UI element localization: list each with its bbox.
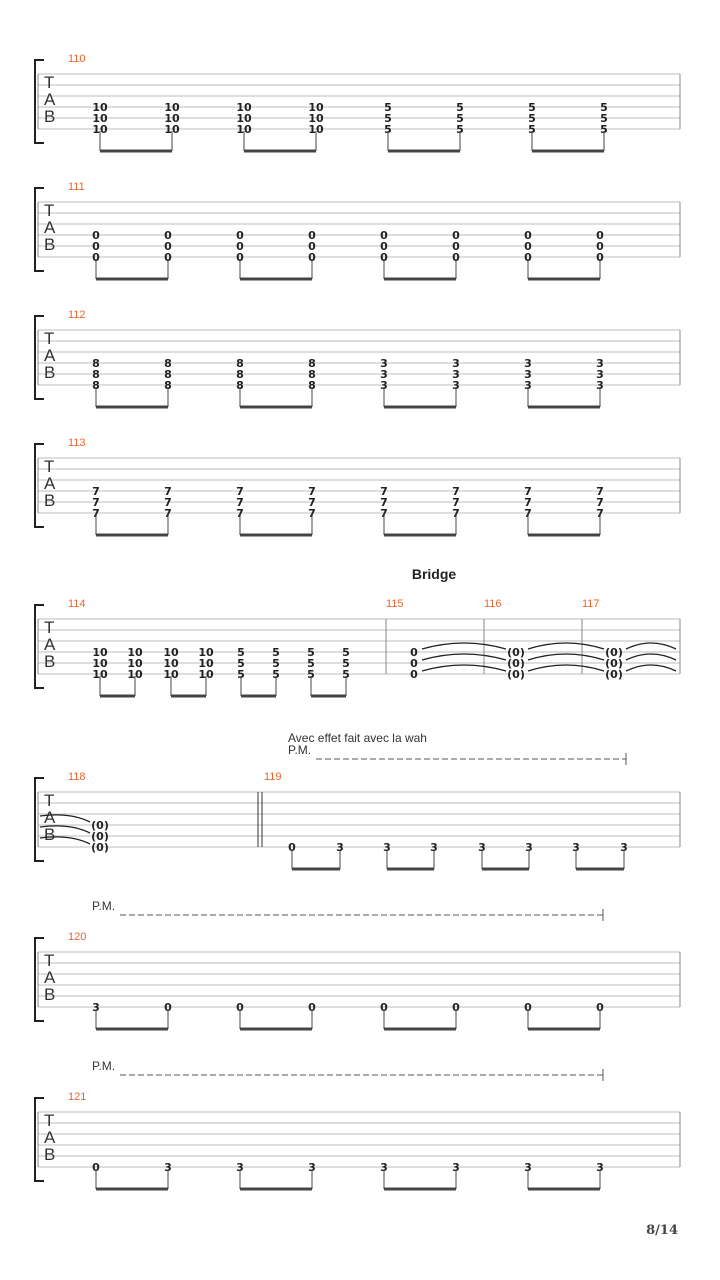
- fret-number: 3: [596, 1161, 604, 1174]
- fret-number: 10: [236, 101, 252, 114]
- fret-number: 10: [92, 123, 108, 136]
- fret-number: 3: [92, 1001, 100, 1014]
- measure-number: 114: [68, 598, 86, 610]
- tab-letter-b: B: [44, 652, 56, 671]
- tie-arc: [626, 654, 676, 660]
- fret-number: 0: [596, 229, 604, 242]
- page-number: 8/14: [646, 1223, 678, 1238]
- fret-number: 3: [308, 1161, 316, 1174]
- fret-number: 8: [236, 368, 244, 381]
- fret-number: 5: [528, 101, 536, 114]
- fret-number: 7: [596, 485, 604, 498]
- fret-number: 7: [164, 485, 172, 498]
- fret-number: 7: [452, 496, 460, 509]
- fret-number: 5: [272, 657, 280, 670]
- fret-number: 10: [236, 112, 252, 125]
- tie-arc: [528, 665, 604, 671]
- tab-letter-b: B: [44, 985, 56, 1004]
- fret-number: 5: [342, 646, 350, 659]
- fret-number: 8: [308, 379, 316, 392]
- fret-number: 5: [456, 112, 464, 125]
- fret-number: 5: [237, 646, 245, 659]
- fret-number: 0: [308, 1001, 316, 1014]
- fret-number: 0: [452, 229, 460, 242]
- fret-number: 7: [596, 507, 604, 520]
- fret-number: 0: [524, 229, 532, 242]
- fret-number: 8: [236, 379, 244, 392]
- fret-number: (0): [507, 657, 525, 670]
- fret-number: 0: [452, 1001, 460, 1014]
- measure-number: 116: [484, 598, 502, 610]
- fret-number: 10: [198, 646, 214, 659]
- fret-number: 0: [164, 1001, 172, 1014]
- fret-number: 3: [524, 368, 532, 381]
- fret-number: 3: [380, 357, 388, 370]
- tab-letter-b: B: [44, 363, 56, 382]
- measure-number: 119: [264, 771, 282, 783]
- fret-number: 0: [596, 240, 604, 253]
- fret-number: 0: [236, 251, 244, 264]
- system-bracket: [35, 605, 44, 688]
- tab-letter-t: T: [44, 791, 55, 810]
- fret-number: 0: [308, 251, 316, 264]
- section-label-bridge: Bridge: [411, 566, 457, 582]
- fret-number: 3: [596, 357, 604, 370]
- fret-number: 5: [237, 668, 245, 681]
- fret-number: (0): [507, 668, 525, 681]
- fret-number: 3: [236, 1161, 244, 1174]
- measure-number: 110: [68, 53, 86, 65]
- fret-number: 7: [236, 507, 244, 520]
- fret-number: 8: [236, 357, 244, 370]
- fret-number: 0: [236, 240, 244, 253]
- fret-number: 0: [596, 251, 604, 264]
- system-bracket: [35, 60, 44, 143]
- tie-arc: [626, 643, 676, 649]
- fret-number: 10: [308, 123, 324, 136]
- fret-number: 0: [380, 240, 388, 253]
- tie-arc: [528, 654, 604, 660]
- fret-number: 3: [572, 841, 580, 854]
- fret-number: 5: [342, 668, 350, 681]
- tab-letter-b: B: [44, 235, 56, 254]
- fret-number: 0: [380, 229, 388, 242]
- tie-arc: [422, 654, 506, 660]
- tab-letter-t: T: [44, 618, 55, 637]
- wah-effect-annotation: Avec effet fait avec la wah: [288, 731, 427, 745]
- fret-number: 10: [198, 657, 214, 670]
- fret-number: 3: [430, 841, 438, 854]
- fret-number: 7: [380, 485, 388, 498]
- palm-mute-label: P.M.: [92, 1059, 116, 1073]
- fret-number: 10: [308, 101, 324, 114]
- fret-number: 8: [92, 357, 100, 370]
- fret-number: 0: [452, 240, 460, 253]
- fret-number: 0: [524, 251, 532, 264]
- fret-number: 0: [92, 251, 100, 264]
- fret-number: 5: [307, 657, 315, 670]
- fret-number: 3: [524, 357, 532, 370]
- tab-letter-b: B: [44, 107, 56, 126]
- fret-number: 5: [528, 112, 536, 125]
- fret-number: 5: [456, 101, 464, 114]
- fret-number: 3: [524, 1161, 532, 1174]
- fret-number: 7: [308, 496, 316, 509]
- fret-number: 5: [342, 657, 350, 670]
- fret-number: 3: [452, 368, 460, 381]
- fret-number: 0: [92, 229, 100, 242]
- fret-number: 10: [163, 646, 179, 659]
- fret-number: 8: [92, 368, 100, 381]
- fret-number: 3: [452, 1161, 460, 1174]
- system-bracket: [35, 444, 44, 527]
- tab-letter-b: B: [44, 491, 56, 510]
- tab-letter-a: A: [44, 218, 56, 237]
- fret-number: 5: [307, 646, 315, 659]
- fret-number: 5: [600, 112, 608, 125]
- measure-number: 113: [68, 437, 86, 449]
- fret-number: 10: [163, 668, 179, 681]
- tab-letter-t: T: [44, 951, 55, 970]
- system-bracket: [35, 938, 44, 1021]
- fret-number: 0: [164, 229, 172, 242]
- fret-number: 7: [236, 485, 244, 498]
- tab-letter-a: A: [44, 474, 56, 493]
- fret-number: (0): [605, 668, 623, 681]
- fret-number: 7: [164, 496, 172, 509]
- fret-number: 0: [524, 1001, 532, 1014]
- fret-number: 5: [237, 657, 245, 670]
- fret-number: 3: [383, 841, 391, 854]
- fret-number: 8: [164, 368, 172, 381]
- fret-number: 3: [524, 379, 532, 392]
- tab-letter-t: T: [44, 457, 55, 476]
- fret-number: 3: [620, 841, 628, 854]
- fret-number: 7: [308, 485, 316, 498]
- fret-number: (0): [91, 819, 109, 832]
- fret-number: 5: [384, 112, 392, 125]
- fret-number: 0: [308, 229, 316, 242]
- tab-letter-a: A: [44, 968, 56, 987]
- fret-number: 7: [524, 485, 532, 498]
- fret-number: 3: [380, 379, 388, 392]
- fret-number: 5: [307, 668, 315, 681]
- system-bracket: [35, 778, 44, 861]
- fret-number: 10: [127, 668, 143, 681]
- measure-number: 112: [68, 309, 86, 321]
- fret-number: 0: [288, 841, 296, 854]
- fret-number: 5: [528, 123, 536, 136]
- fret-number: 7: [92, 507, 100, 520]
- tab-letter-a: A: [44, 90, 56, 109]
- fret-number: 0: [452, 251, 460, 264]
- fret-number: 0: [410, 657, 418, 670]
- fret-number: (0): [507, 646, 525, 659]
- fret-number: 5: [384, 123, 392, 136]
- fret-number: 7: [380, 507, 388, 520]
- palm-mute-label: P.M.: [92, 899, 116, 913]
- palm-mute-label: P.M.: [288, 743, 312, 757]
- tie-arc: [422, 643, 506, 649]
- fret-number: 3: [380, 368, 388, 381]
- fret-number: 8: [164, 357, 172, 370]
- tab-letter-a: A: [44, 1128, 56, 1147]
- fret-number: 0: [92, 1161, 100, 1174]
- fret-number: 7: [164, 507, 172, 520]
- system-bracket: [35, 316, 44, 399]
- fret-number: 0: [308, 240, 316, 253]
- fret-number: 10: [164, 123, 180, 136]
- fret-number: 10: [127, 646, 143, 659]
- tie-arc: [422, 665, 506, 671]
- tie-arc: [626, 665, 676, 671]
- fret-number: 7: [92, 496, 100, 509]
- fret-number: 5: [600, 123, 608, 136]
- fret-number: 7: [524, 496, 532, 509]
- fret-number: 0: [410, 646, 418, 659]
- fret-number: 10: [92, 668, 108, 681]
- fret-number: 10: [164, 112, 180, 125]
- fret-number: 3: [380, 1161, 388, 1174]
- fret-number: 5: [600, 101, 608, 114]
- fret-number: 7: [524, 507, 532, 520]
- fret-number: 5: [456, 123, 464, 136]
- measure-number: 118: [68, 771, 86, 783]
- tab-letter-a: A: [44, 808, 56, 827]
- fret-number: 7: [452, 485, 460, 498]
- fret-number: 0: [380, 1001, 388, 1014]
- tab-letter-t: T: [44, 201, 55, 220]
- tie-arc: [528, 643, 604, 649]
- measure-number: 120: [68, 931, 87, 943]
- fret-number: 10: [198, 668, 214, 681]
- fret-number: 0: [164, 251, 172, 264]
- fret-number: 7: [92, 485, 100, 498]
- fret-number: 0: [236, 1001, 244, 1014]
- system-bracket: [35, 1098, 44, 1181]
- fret-number: 5: [272, 646, 280, 659]
- fret-number: 7: [236, 496, 244, 509]
- tab-letter-t: T: [44, 73, 55, 92]
- fret-number: (0): [91, 841, 109, 854]
- fret-number: 10: [127, 657, 143, 670]
- fret-number: 3: [452, 357, 460, 370]
- fret-number: (0): [605, 646, 623, 659]
- fret-number: 7: [452, 507, 460, 520]
- fret-number: 5: [272, 668, 280, 681]
- measure-number: 115: [386, 598, 404, 610]
- measure-number: 111: [68, 181, 85, 193]
- fret-number: 10: [163, 657, 179, 670]
- tab-letter-a: A: [44, 635, 56, 654]
- fret-number: 0: [410, 668, 418, 681]
- fret-number: 7: [596, 496, 604, 509]
- measure-number: 117: [582, 598, 600, 610]
- fret-number: 3: [596, 379, 604, 392]
- fret-number: 10: [92, 112, 108, 125]
- fret-number: 10: [308, 112, 324, 125]
- fret-number: 7: [380, 496, 388, 509]
- fret-number: 8: [308, 368, 316, 381]
- fret-number: 8: [308, 357, 316, 370]
- tab-letter-a: A: [44, 346, 56, 365]
- measure-number: 121: [68, 1091, 87, 1103]
- fret-number: 8: [92, 379, 100, 392]
- tab-letter-t: T: [44, 1111, 55, 1130]
- fret-number: 3: [596, 368, 604, 381]
- fret-number: 10: [92, 646, 108, 659]
- fret-number: 8: [164, 379, 172, 392]
- fret-number: 10: [236, 123, 252, 136]
- fret-number: (0): [91, 830, 109, 843]
- fret-number: 3: [164, 1161, 172, 1174]
- fret-number: 10: [92, 101, 108, 114]
- tab-letter-b: B: [44, 1145, 56, 1164]
- fret-number: 10: [92, 657, 108, 670]
- fret-number: 0: [236, 229, 244, 242]
- system-bracket: [35, 188, 44, 271]
- fret-number: (0): [605, 657, 623, 670]
- tab-letter-t: T: [44, 329, 55, 348]
- fret-number: 0: [164, 240, 172, 253]
- fret-number: 5: [384, 101, 392, 114]
- fret-number: 3: [336, 841, 344, 854]
- fret-number: 7: [308, 507, 316, 520]
- fret-number: 10: [164, 101, 180, 114]
- fret-number: 3: [478, 841, 486, 854]
- fret-number: 0: [596, 1001, 604, 1014]
- fret-number: 0: [524, 240, 532, 253]
- fret-number: 0: [92, 240, 100, 253]
- fret-number: 3: [525, 841, 533, 854]
- fret-number: 0: [380, 251, 388, 264]
- tab-letter-b: B: [44, 825, 56, 844]
- fret-number: 3: [452, 379, 460, 392]
